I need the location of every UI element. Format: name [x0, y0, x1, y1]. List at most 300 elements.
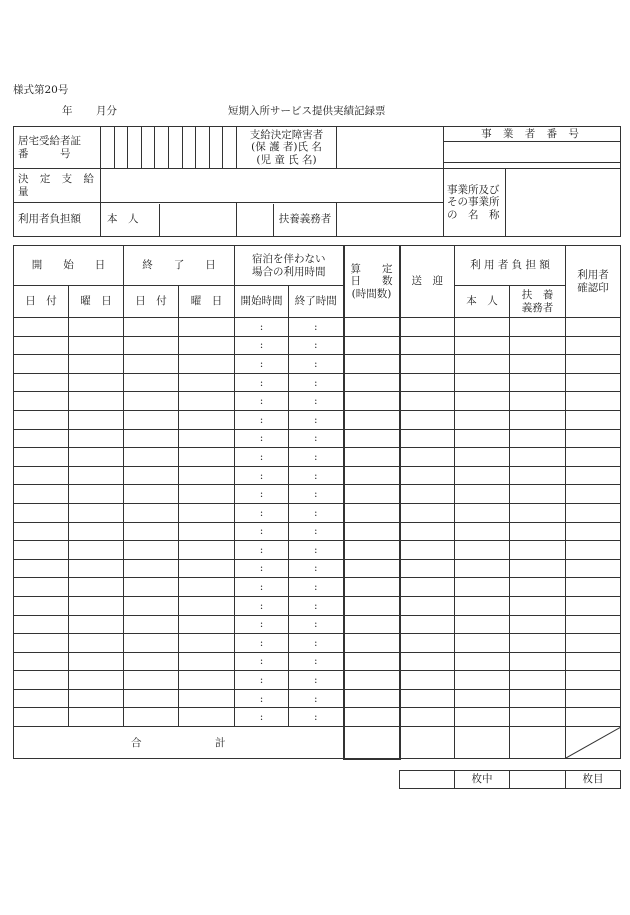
record-cell[interactable] — [124, 652, 179, 671]
record-cell[interactable] — [179, 373, 235, 392]
record-cell[interactable] — [400, 392, 455, 411]
record-cell[interactable] — [69, 503, 124, 522]
record-cell[interactable] — [69, 373, 124, 392]
start-time-cell[interactable]: : — [235, 485, 289, 504]
calc-days-cell[interactable] — [344, 410, 400, 429]
record-cell[interactable] — [510, 578, 566, 597]
end-time-cell[interactable]: : — [289, 392, 344, 411]
record-cell[interactable] — [69, 336, 124, 355]
record-cell[interactable] — [455, 652, 510, 671]
record-cell[interactable] — [14, 355, 69, 374]
table-row — [14, 429, 621, 448]
total-burden-supporter[interactable] — [510, 727, 566, 759]
page-number-label: 枚目 — [566, 771, 621, 789]
record-cell[interactable] — [455, 392, 510, 411]
record-cell[interactable] — [179, 559, 235, 578]
record-cell[interactable] — [400, 410, 455, 429]
record-cell[interactable] — [510, 485, 566, 504]
record-cell[interactable] — [510, 355, 566, 374]
record-cell[interactable] — [400, 336, 455, 355]
record-cell[interactable] — [455, 429, 510, 448]
calc-days-cell[interactable] — [344, 578, 400, 597]
record-cell[interactable] — [69, 466, 124, 485]
calc-days-cell[interactable] — [344, 708, 400, 727]
start-time-cell[interactable]: : — [235, 448, 289, 467]
record-cell[interactable] — [566, 708, 621, 727]
office-name-field[interactable] — [506, 169, 621, 237]
record-cell[interactable] — [510, 392, 566, 411]
end-time-cell[interactable]: : — [289, 578, 344, 597]
record-cell[interactable] — [14, 689, 69, 708]
table-row — [14, 466, 621, 485]
record-cell[interactable] — [400, 708, 455, 727]
calc-days-cell[interactable] — [344, 689, 400, 708]
record-cell[interactable] — [400, 318, 455, 337]
start-time-cell[interactable]: : — [235, 522, 289, 541]
end-time-cell[interactable]: : — [289, 708, 344, 727]
supporter-blank[interactable] — [237, 204, 274, 236]
calc-days-header: 算 定 日 数 (時間数) — [344, 246, 400, 318]
start-time-cell[interactable]: : — [235, 671, 289, 690]
record-cell[interactable] — [124, 671, 179, 690]
table-row — [14, 522, 621, 541]
record-cell[interactable] — [400, 448, 455, 467]
record-cell[interactable] — [69, 318, 124, 337]
record-cell[interactable] — [510, 448, 566, 467]
total-calc-days[interactable] — [344, 727, 400, 759]
calc-days-cell[interactable] — [344, 522, 400, 541]
record-cell[interactable] — [455, 318, 510, 337]
end-time-cell[interactable]: : — [289, 615, 344, 634]
end-time-cell[interactable]: : — [289, 355, 344, 374]
record-cell[interactable] — [69, 634, 124, 653]
calc-days-cell[interactable] — [344, 596, 400, 615]
total-pages-field[interactable] — [400, 771, 455, 789]
record-cell[interactable] — [179, 671, 235, 690]
record-cell[interactable] — [510, 708, 566, 727]
record-cell[interactable] — [14, 634, 69, 653]
end-day-header: 終 了 日 — [124, 246, 235, 286]
start-time-cell[interactable]: : — [235, 429, 289, 448]
calc-days-cell[interactable] — [344, 373, 400, 392]
end-time-cell[interactable]: : — [289, 634, 344, 653]
record-cell[interactable] — [455, 336, 510, 355]
record-cell[interactable] — [400, 671, 455, 690]
record-cell[interactable] — [400, 429, 455, 448]
calc-days-cell[interactable] — [344, 671, 400, 690]
record-cell[interactable] — [455, 410, 510, 429]
record-cell[interactable] — [455, 448, 510, 467]
record-cell[interactable] — [179, 541, 235, 560]
record-cell[interactable] — [510, 318, 566, 337]
record-cell[interactable] — [455, 708, 510, 727]
record-cell[interactable] — [179, 652, 235, 671]
record-cell[interactable] — [69, 671, 124, 690]
record-cell[interactable] — [566, 689, 621, 708]
table-row — [14, 559, 621, 578]
start-time-cell[interactable]: : — [235, 392, 289, 411]
record-cell[interactable] — [455, 596, 510, 615]
start-time-cell[interactable]: : — [235, 652, 289, 671]
burden-supporter-header: 扶 養 義務者 — [510, 286, 566, 318]
recipient-cert-digit-box[interactable] — [127, 127, 141, 168]
record-cell[interactable] — [400, 615, 455, 634]
decision-amount-field[interactable] — [101, 169, 444, 203]
record-cell[interactable] — [69, 541, 124, 560]
calc-days-cell[interactable] — [344, 503, 400, 522]
record-cell[interactable] — [124, 708, 179, 727]
record-cell[interactable] — [179, 522, 235, 541]
record-cell[interactable] — [566, 652, 621, 671]
record-cell[interactable] — [400, 578, 455, 597]
calc-days-cell[interactable] — [344, 652, 400, 671]
record-cell[interactable] — [179, 392, 235, 411]
record-cell[interactable] — [179, 708, 235, 727]
record-cell[interactable] — [179, 336, 235, 355]
recipient-cert-digit-box[interactable] — [168, 127, 182, 168]
record-cell[interactable] — [14, 373, 69, 392]
start-time-cell[interactable]: : — [235, 355, 289, 374]
record-cell[interactable] — [69, 578, 124, 597]
record-cell[interactable] — [455, 578, 510, 597]
table-row — [14, 578, 621, 597]
record-cell[interactable] — [14, 559, 69, 578]
record-cell[interactable] — [566, 671, 621, 690]
record-cell[interactable] — [179, 355, 235, 374]
start-time-cell[interactable]: : — [235, 541, 289, 560]
pages-of-label: 枚中 — [455, 771, 510, 789]
record-cell[interactable] — [124, 392, 179, 411]
record-cell[interactable] — [14, 615, 69, 634]
table-row — [14, 392, 621, 411]
record-cell[interactable] — [400, 541, 455, 560]
supporter-field[interactable] — [337, 203, 444, 237]
end-time-cell[interactable]: : — [289, 671, 344, 690]
record-cell[interactable] — [510, 689, 566, 708]
record-cell[interactable] — [510, 522, 566, 541]
record-cell[interactable] — [566, 559, 621, 578]
table-row — [14, 652, 621, 671]
record-cell[interactable] — [510, 671, 566, 690]
record-cell[interactable] — [455, 466, 510, 485]
record-cell[interactable] — [455, 559, 510, 578]
record-cell[interactable] — [69, 485, 124, 504]
record-cell[interactable] — [124, 318, 179, 337]
record-cell[interactable] — [14, 485, 69, 504]
recipient-cert-digit-box[interactable] — [222, 127, 236, 168]
record-cell[interactable] — [14, 522, 69, 541]
end-time-cell[interactable]: : — [289, 503, 344, 522]
end-time-cell[interactable]: : — [289, 429, 344, 448]
record-cell[interactable] — [179, 578, 235, 597]
calc-days-cell[interactable] — [344, 336, 400, 355]
record-cell[interactable] — [566, 448, 621, 467]
record-cell[interactable] — [400, 596, 455, 615]
decision-amount-label: 決 定 支 給 量 — [14, 169, 101, 203]
record-cell[interactable] — [455, 671, 510, 690]
end-date-header: 日 付 — [124, 286, 179, 318]
end-time-cell[interactable]: : — [289, 559, 344, 578]
record-cell[interactable] — [179, 634, 235, 653]
record-cell[interactable] — [179, 503, 235, 522]
calc-days-cell[interactable] — [344, 541, 400, 560]
record-cell[interactable] — [124, 373, 179, 392]
record-cell[interactable] — [14, 410, 69, 429]
record-cell[interactable] — [510, 559, 566, 578]
record-cell[interactable] — [455, 503, 510, 522]
start-time-cell[interactable]: : — [235, 596, 289, 615]
calc-days-cell[interactable] — [344, 615, 400, 634]
record-cell[interactable] — [14, 466, 69, 485]
record-cell[interactable] — [69, 596, 124, 615]
table-row — [14, 485, 621, 504]
recipient-cert-digit-box[interactable] — [154, 127, 168, 168]
start-date-header: 日 付 — [14, 286, 69, 318]
record-cell[interactable] — [69, 429, 124, 448]
guardian-name-label: 支給決定障害者 (保 護 者)氏 名 (児 童 氏 名) — [237, 127, 337, 169]
record-cell[interactable] — [14, 671, 69, 690]
record-cell[interactable] — [14, 578, 69, 597]
record-cell[interactable] — [124, 448, 179, 467]
record-cell[interactable] — [124, 596, 179, 615]
record-cell[interactable] — [510, 429, 566, 448]
record-cell[interactable] — [179, 410, 235, 429]
calc-days-cell[interactable] — [344, 634, 400, 653]
record-cell[interactable] — [510, 373, 566, 392]
start-time-cell[interactable]: : — [235, 578, 289, 597]
record-cell[interactable] — [124, 410, 179, 429]
record-cell[interactable] — [124, 503, 179, 522]
record-cell[interactable] — [69, 392, 124, 411]
start-time-cell[interactable]: : — [235, 689, 289, 708]
record-cell[interactable] — [510, 541, 566, 560]
record-cell[interactable] — [510, 615, 566, 634]
record-cell[interactable] — [400, 503, 455, 522]
records-table — [13, 245, 621, 760]
record-cell[interactable] — [124, 689, 179, 708]
calc-days-cell[interactable] — [344, 392, 400, 411]
record-cell[interactable] — [566, 522, 621, 541]
record-cell[interactable] — [510, 634, 566, 653]
calc-days-cell[interactable] — [344, 485, 400, 504]
table-row — [14, 671, 621, 690]
table-row — [14, 541, 621, 560]
recipient-cert-digit-boxes[interactable] — [101, 127, 237, 169]
start-time-cell[interactable]: : — [235, 373, 289, 392]
record-cell[interactable] — [455, 373, 510, 392]
end-time-cell[interactable]: : — [289, 689, 344, 708]
record-cell[interactable] — [179, 689, 235, 708]
record-cell[interactable] — [566, 392, 621, 411]
end-time-cell[interactable]: : — [289, 373, 344, 392]
table-row — [14, 410, 621, 429]
start-time-cell[interactable]: : — [235, 615, 289, 634]
record-cell[interactable] — [566, 429, 621, 448]
record-cell[interactable] — [400, 355, 455, 374]
record-cell[interactable] — [124, 429, 179, 448]
record-cell[interactable] — [179, 485, 235, 504]
end-time-cell[interactable]: : — [289, 410, 344, 429]
calc-days-cell[interactable] — [344, 466, 400, 485]
end-time-cell[interactable]: : — [289, 485, 344, 504]
start-weekday-header: 曜 日 — [69, 286, 124, 318]
record-cell[interactable] — [566, 318, 621, 337]
start-time-cell[interactable]: : — [235, 336, 289, 355]
start-time-cell[interactable]: : — [235, 559, 289, 578]
recipient-cert-digit-box[interactable] — [141, 127, 155, 168]
record-cell[interactable] — [400, 373, 455, 392]
record-cell[interactable] — [455, 634, 510, 653]
table-row — [14, 373, 621, 392]
record-cell[interactable] — [455, 485, 510, 504]
record-cell[interactable] — [400, 522, 455, 541]
record-cell[interactable] — [455, 541, 510, 560]
record-cell[interactable] — [14, 503, 69, 522]
total-burden-self[interactable] — [455, 727, 510, 759]
record-cell[interactable] — [510, 596, 566, 615]
record-cell[interactable] — [14, 429, 69, 448]
record-cell[interactable] — [566, 503, 621, 522]
end-time-header: 終了時間 — [289, 286, 344, 318]
record-cell[interactable] — [455, 615, 510, 634]
total-transport[interactable] — [400, 727, 455, 759]
record-cell[interactable] — [124, 578, 179, 597]
record-cell[interactable] — [69, 522, 124, 541]
start-time-cell[interactable]: : — [235, 410, 289, 429]
record-cell[interactable] — [124, 615, 179, 634]
end-time-cell[interactable]: : — [289, 466, 344, 485]
record-cell[interactable] — [14, 336, 69, 355]
record-cell[interactable] — [566, 373, 621, 392]
record-cell[interactable] — [124, 559, 179, 578]
table-row — [14, 503, 621, 522]
record-cell[interactable] — [566, 615, 621, 634]
record-cell[interactable] — [566, 355, 621, 374]
record-cell[interactable] — [14, 392, 69, 411]
end-time-cell[interactable]: : — [289, 652, 344, 671]
record-cell[interactable] — [510, 410, 566, 429]
recipient-cert-digit-box[interactable] — [114, 127, 128, 168]
record-cell[interactable] — [179, 466, 235, 485]
start-time-cell[interactable]: : — [235, 318, 289, 337]
record-cell[interactable] — [400, 652, 455, 671]
record-cell[interactable] — [179, 448, 235, 467]
record-cell[interactable] — [455, 689, 510, 708]
record-cell[interactable] — [179, 615, 235, 634]
recipient-cert-label: 居宅受給者証 番 号 — [14, 127, 101, 169]
record-cell[interactable] — [566, 485, 621, 504]
record-cell[interactable] — [69, 652, 124, 671]
record-cell[interactable] — [14, 541, 69, 560]
record-cell[interactable] — [510, 466, 566, 485]
end-time-cell[interactable]: : — [289, 596, 344, 615]
recipient-cert-digit-box[interactable] — [209, 127, 223, 168]
record-cell[interactable] — [69, 708, 124, 727]
calc-days-cell[interactable] — [344, 318, 400, 337]
month-label: 月分 — [96, 105, 117, 117]
record-cell[interactable] — [124, 466, 179, 485]
record-cell[interactable] — [14, 596, 69, 615]
record-cell[interactable] — [400, 689, 455, 708]
record-cell[interactable] — [510, 336, 566, 355]
recipient-cert-digit-box[interactable] — [195, 127, 209, 168]
record-cell[interactable] — [69, 448, 124, 467]
record-cell[interactable] — [510, 652, 566, 671]
record-cell[interactable] — [566, 410, 621, 429]
record-cell[interactable] — [124, 522, 179, 541]
record-cell[interactable] — [179, 429, 235, 448]
recipient-cert-digit-box[interactable] — [182, 127, 196, 168]
calc-days-cell[interactable] — [344, 448, 400, 467]
record-cell[interactable] — [124, 634, 179, 653]
record-cell[interactable] — [400, 466, 455, 485]
record-cell[interactable] — [179, 318, 235, 337]
start-day-header: 開 始 日 — [14, 246, 124, 286]
record-cell[interactable] — [124, 485, 179, 504]
page-number-field[interactable] — [510, 771, 566, 789]
table-row — [14, 615, 621, 634]
burden-self-label: 本 人 — [101, 204, 160, 236]
burden-header: 利 用 者 負 担 額 — [455, 246, 566, 286]
calc-days-cell[interactable] — [344, 559, 400, 578]
end-time-cell[interactable]: : — [289, 522, 344, 541]
record-cell[interactable] — [69, 689, 124, 708]
end-time-cell[interactable]: : — [289, 448, 344, 467]
record-cell[interactable] — [455, 355, 510, 374]
record-cell[interactable] — [69, 410, 124, 429]
recipient-cert-digit-box[interactable] — [101, 127, 114, 168]
record-cell[interactable] — [69, 615, 124, 634]
record-cell[interactable] — [14, 318, 69, 337]
record-cell[interactable] — [566, 596, 621, 615]
end-time-cell[interactable]: : — [289, 336, 344, 355]
start-time-cell[interactable]: : — [235, 634, 289, 653]
record-cell[interactable] — [14, 708, 69, 727]
record-cell[interactable] — [566, 578, 621, 597]
end-time-cell[interactable]: : — [289, 318, 344, 337]
record-cell[interactable] — [510, 503, 566, 522]
office-name-label: 事業所及び その事業所 の 名 称 — [444, 169, 506, 237]
end-time-cell[interactable]: : — [289, 541, 344, 560]
record-cell[interactable] — [124, 355, 179, 374]
record-cell[interactable] — [14, 652, 69, 671]
record-cell[interactable] — [566, 634, 621, 653]
record-cell[interactable] — [400, 634, 455, 653]
record-cell[interactable] — [124, 541, 179, 560]
start-time-cell[interactable]: : — [235, 466, 289, 485]
start-time-cell[interactable]: : — [235, 503, 289, 522]
calc-days-cell[interactable] — [344, 355, 400, 374]
record-cell[interactable] — [69, 355, 124, 374]
record-cell[interactable] — [455, 522, 510, 541]
office-number-digit-boxes[interactable] — [444, 142, 621, 162]
burden-self-header: 本 人 — [455, 286, 510, 318]
guardian-name-field[interactable] — [337, 127, 444, 169]
record-cell[interactable] — [566, 541, 621, 560]
record-cell[interactable] — [400, 559, 455, 578]
calc-days-cell[interactable] — [344, 429, 400, 448]
start-time-cell[interactable]: : — [235, 708, 289, 727]
record-cell[interactable] — [566, 336, 621, 355]
burden-self-field[interactable] — [160, 204, 236, 236]
record-cell[interactable] — [566, 466, 621, 485]
diagonal-slash — [566, 727, 621, 759]
record-cell[interactable] — [14, 448, 69, 467]
record-cell[interactable] — [124, 336, 179, 355]
record-cell[interactable] — [179, 596, 235, 615]
record-cell[interactable] — [69, 559, 124, 578]
record-cell[interactable] — [400, 485, 455, 504]
